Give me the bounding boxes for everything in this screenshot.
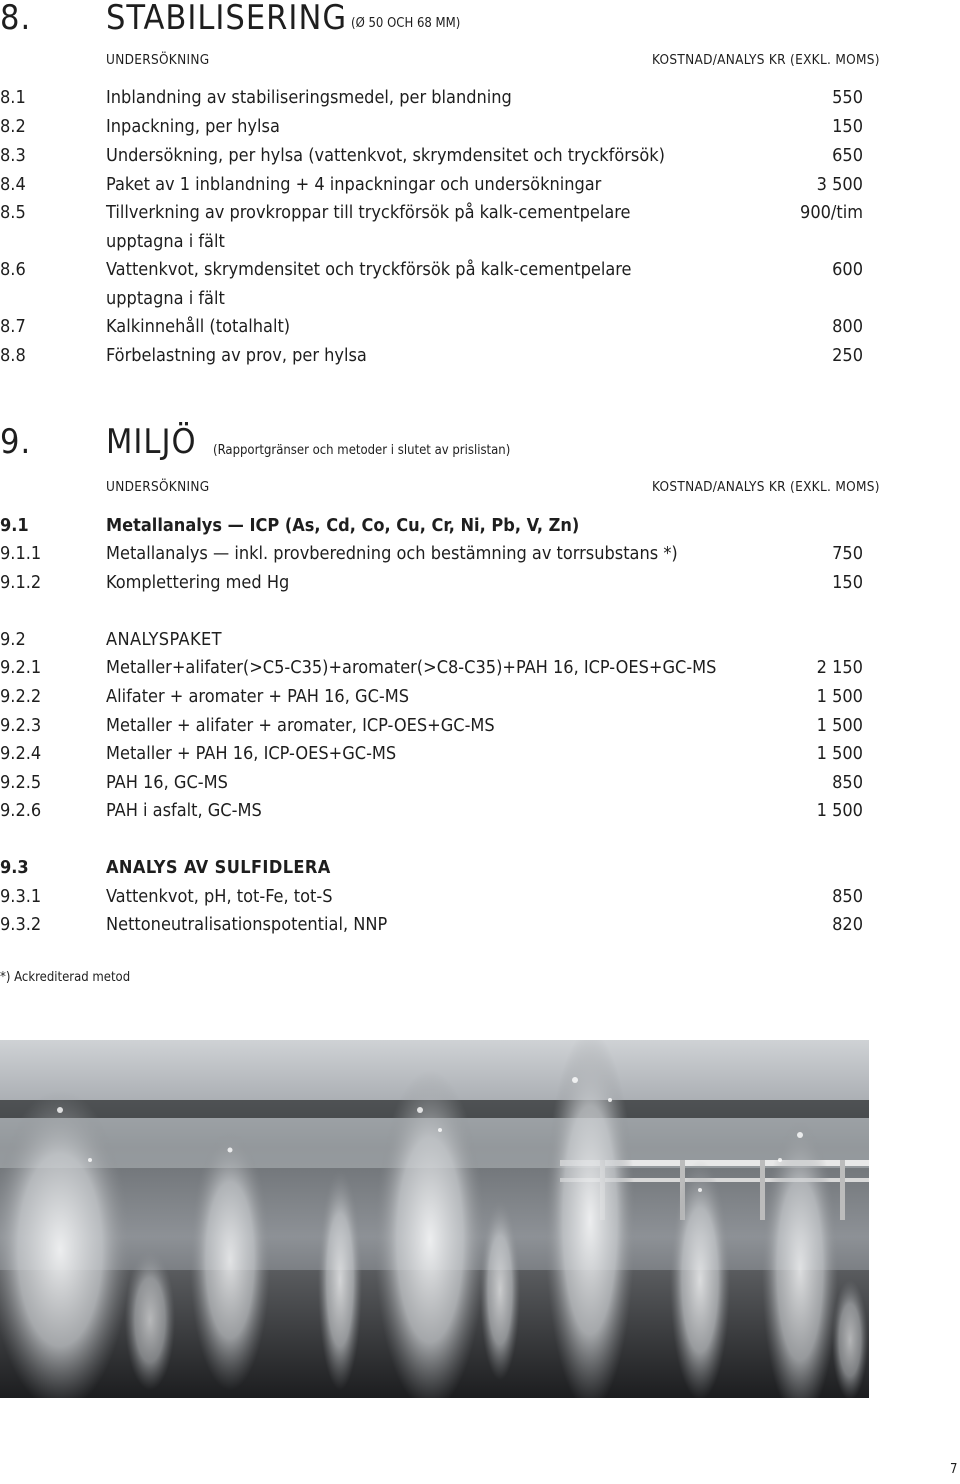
row-text-continued: upptagna i fält bbox=[106, 288, 225, 309]
row-code: 8.5 bbox=[0, 202, 26, 223]
row-value: 750 bbox=[832, 543, 863, 564]
row-text: Tillverkning av provkroppar till tryckförsök på kalk-cementpelare bbox=[106, 202, 631, 223]
row-text: Alifater + aromater + PAH 16, GC-MS bbox=[106, 686, 409, 707]
row-code: 9.2.6 bbox=[0, 800, 42, 821]
row-code: 8.7 bbox=[0, 316, 26, 337]
page-number: 7 bbox=[950, 1462, 958, 1477]
row-value: 820 bbox=[832, 914, 863, 935]
row-text: PAH i asfalt, GC-MS bbox=[106, 800, 262, 821]
section-9-note: (Rapportgränser och metoder i slutet av prislistan) bbox=[213, 443, 511, 458]
row-code: 8.1 bbox=[0, 87, 26, 108]
section-8-column-right: KOSTNAD/ANALYS KR (EXKL. MOMS) bbox=[652, 52, 880, 68]
section-9-title: MILJÖ bbox=[106, 422, 197, 462]
row-code: 9.2.3 bbox=[0, 715, 42, 736]
row-value: 850 bbox=[832, 886, 863, 907]
row-text: PAH 16, GC-MS bbox=[106, 772, 228, 793]
row-text: Vattenkvot, pH, tot-Fe, tot-S bbox=[106, 886, 333, 907]
row-code: 9.2.4 bbox=[0, 743, 42, 764]
row-text: Vattenkvot, skrymdensitet och tryckförsök på kalk-cementpelare bbox=[106, 259, 632, 280]
row-code: 9.3.2 bbox=[0, 914, 42, 935]
row-value: 900/tim bbox=[800, 202, 863, 223]
group-9-1-code: 9.1 bbox=[0, 515, 29, 536]
row-text: Metaller+alifater(>C5-C35)+aromater(>C8-C35)+PAH 16, ICP-OES+GC-MS bbox=[106, 657, 717, 678]
row-text: Inpackning, per hylsa bbox=[106, 116, 280, 137]
fountain-photo bbox=[0, 1040, 869, 1398]
row-code: 9.1.2 bbox=[0, 572, 42, 593]
row-value: 550 bbox=[832, 87, 863, 108]
group-9-3-code: 9.3 bbox=[0, 857, 29, 878]
row-code: 9.2.5 bbox=[0, 772, 42, 793]
row-value: 150 bbox=[832, 572, 863, 593]
row-value: 650 bbox=[832, 145, 863, 166]
row-text: Nettoneutralisationspotential, NNP bbox=[106, 914, 388, 935]
row-code: 8.4 bbox=[0, 174, 26, 195]
footnote: *) Ackrediterad metod bbox=[0, 970, 131, 985]
row-text: Kalkinnehåll (totalhalt) bbox=[106, 316, 291, 337]
row-value: 850 bbox=[832, 772, 863, 793]
row-text: Förbelastning av prov, per hylsa bbox=[106, 345, 367, 366]
row-code: 9.1.1 bbox=[0, 543, 42, 564]
row-value: 3 500 bbox=[816, 174, 863, 195]
row-value: 800 bbox=[832, 316, 863, 337]
section-9-column-left: UNDERSÖKNING bbox=[106, 479, 210, 495]
row-value: 600 bbox=[832, 259, 863, 280]
row-code: 8.6 bbox=[0, 259, 26, 280]
group-9-3-title: ANALYS AV SULFIDLERA bbox=[106, 857, 331, 878]
row-code: 8.2 bbox=[0, 116, 26, 137]
section-8-number: 8. bbox=[0, 0, 32, 38]
row-code: 9.3.1 bbox=[0, 886, 42, 907]
group-9-2-title: ANALYSPAKET bbox=[106, 629, 222, 650]
section-9-column-right: KOSTNAD/ANALYS KR (EXKL. MOMS) bbox=[652, 479, 880, 495]
group-9-2-code: 9.2 bbox=[0, 629, 26, 650]
row-text: Paket av 1 inblandning + 4 inpackningar och undersökningar bbox=[106, 174, 602, 195]
row-code: 9.2.1 bbox=[0, 657, 42, 678]
row-text: Komplettering med Hg bbox=[106, 572, 290, 593]
row-code: 8.8 bbox=[0, 345, 26, 366]
section-8-column-left: UNDERSÖKNING bbox=[106, 52, 210, 68]
row-value: 1 500 bbox=[816, 686, 863, 707]
group-9-1-title: Metallanalys — ICP (As, Cd, Co, Cu, Cr, Ni, Pb, V, Zn) bbox=[106, 515, 580, 536]
row-text-continued: upptagna i fält bbox=[106, 231, 225, 252]
row-value: 2 150 bbox=[816, 657, 863, 678]
row-value: 1 500 bbox=[816, 715, 863, 736]
row-text: Metaller + PAH 16, ICP-OES+GC-MS bbox=[106, 743, 397, 764]
section-9-number: 9. bbox=[0, 422, 32, 462]
row-value: 250 bbox=[832, 345, 863, 366]
section-8-title: STABILISERING bbox=[106, 0, 348, 38]
row-text: Inblandning av stabiliseringsmedel, per blandning bbox=[106, 87, 512, 108]
row-value: 1 500 bbox=[816, 743, 863, 764]
row-code: 9.2.2 bbox=[0, 686, 42, 707]
section-8-note: (Ø 50 OCH 68 MM) bbox=[351, 16, 461, 31]
row-value: 150 bbox=[832, 116, 863, 137]
row-text: Metallanalys — inkl. provberedning och bestämning av torrsubstans *) bbox=[106, 543, 678, 564]
row-value: 1 500 bbox=[816, 800, 863, 821]
row-text: Metaller + alifater + aromater, ICP-OES+GC-MS bbox=[106, 715, 495, 736]
row-text: Undersökning, per hylsa (vattenkvot, skrymdensitet och tryckförsök) bbox=[106, 145, 665, 166]
row-code: 8.3 bbox=[0, 145, 26, 166]
